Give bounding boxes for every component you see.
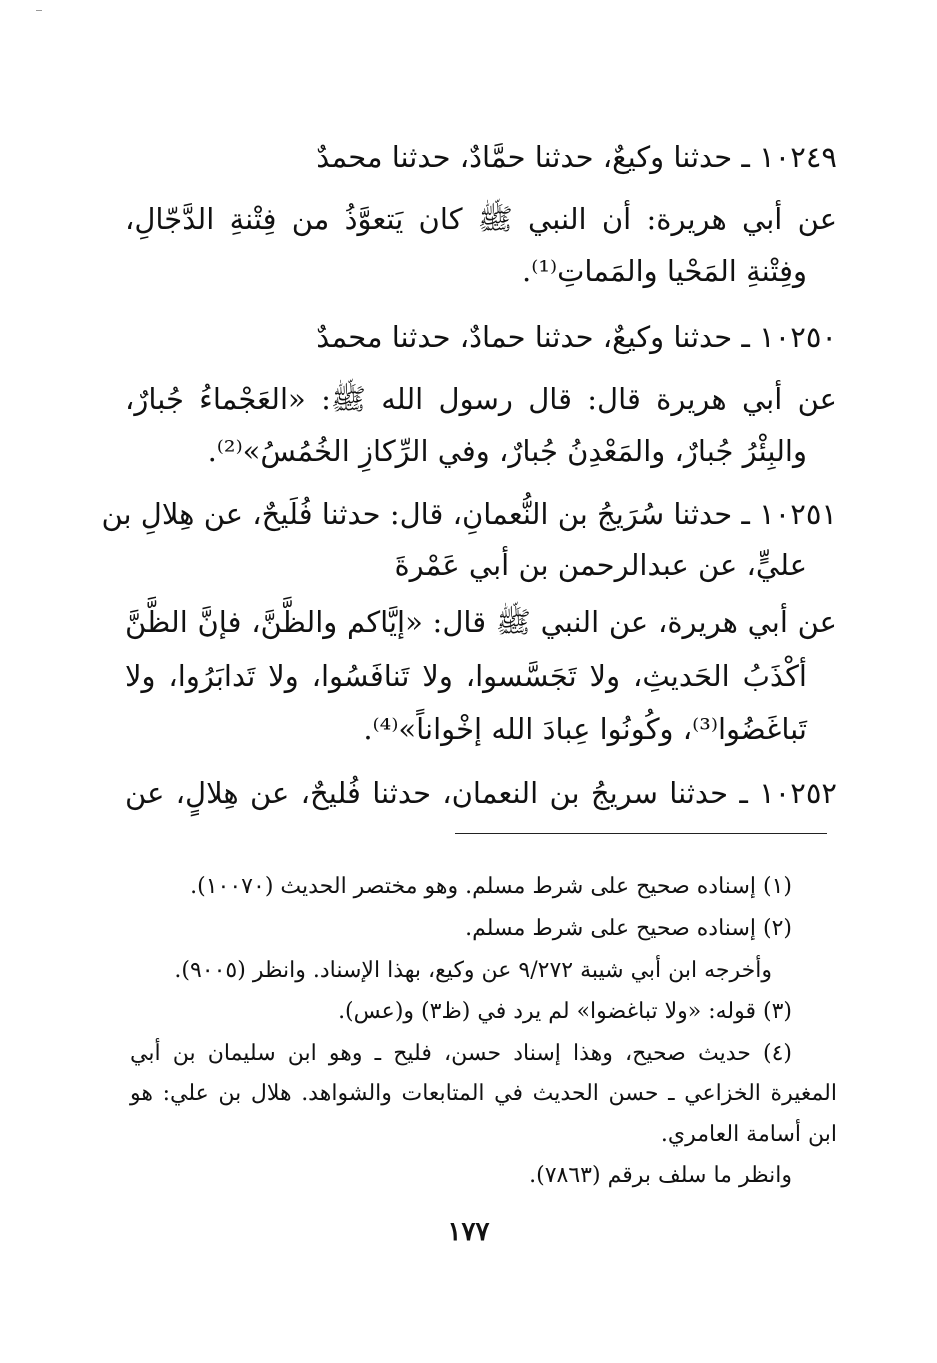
hadith-10250-isnad: ١٠٢٥٠ ـ حدثنا وكيعٌ، حدثنا حمادٌ، حدثنا محمدٌ: [316, 320, 837, 354]
hadith-10251-text-line-3: تَباغَضُوا⁽³⁾، وكُونُوا عِبادَ الله إخْواناً»⁽⁴⁾.: [363, 712, 807, 746]
footnote-4-line-4: وانظر ما سلف برقم (٧٨٦٣).: [529, 1163, 792, 1188]
hadith-10250-text-line-1: عن أبي هريرة قال: قال رسول الله ﷺ: «العَجْماءُ جُبارٌ،: [125, 382, 837, 416]
footnote-4-line-3: ابن أسامة العامري.: [660, 1122, 837, 1147]
hadith-10251-isnad-line-2: عليٍّ، عن عبدالرحمن بن أبي عَمْرةَ: [394, 548, 807, 582]
hadith-10251-text-line-2: أكْذَبُ الحَديثِ، ولا تَجَسَّسوا، ولا تَنافَسُوا، ولا تَدابَرُوا، ولا: [125, 659, 807, 693]
footnote-4-line-2: المغيرة الخزاعي ـ حسن الحديث في المتابعات والشواهد. هلال بن علي: هو: [130, 1081, 837, 1106]
hadith-10250-text-line-2: والبِئْرُ جُبارٌ، والمَعْدِنُ جُبارٌ، وفي الرِّكازِ الخُمُسُ»⁽²⁾.: [207, 434, 807, 468]
footnote-4-line-1: (٤) حديث صحيح، وهذا إسناد حسن، فليح ـ وهو ابن سليمان بن أبي: [130, 1041, 792, 1066]
hadith-10249-text-line-2: وفِتْنةِ المَحْيا والمَماتِ⁽¹⁾.: [522, 254, 807, 288]
footnote-2: (٢) إسناده صحيح على شرط مسلم.: [465, 916, 792, 941]
hadith-10251-text-line-1: عن أبي هريرة، عن النبي ﷺ قال: «إيَّاكم والظَّنَّ، فإنَّ الظَّنَّ: [125, 605, 837, 639]
hadith-10249-isnad: ١٠٢٤٩ ـ حدثنا وكيعٌ، حدثنا حمَّادٌ، حدثنا محمدٌ: [316, 140, 837, 174]
corner-mark: [36, 10, 42, 11]
footnote-3: (٣) قوله: «ولا تباغضوا» لم يرد في (ظ٣) و(عس).: [338, 999, 792, 1024]
hadith-10249-text-line-1: عن أبي هريرة: أن النبي ﷺ كان يَتعوَّذُ من فِتْنةِ الدَّجّالِ،: [125, 202, 837, 236]
footnote-2-continuation: وأخرجه ابن أبي شيبة ٩/٢٧٢ عن وكيع، بهذا الإسناد. وانظر (٩٠٠٥).: [174, 958, 772, 983]
page-number: ١٧٧: [447, 1217, 490, 1247]
hadith-10251-isnad-line-1: ١٠٢٥١ ـ حدثنا سُرَيجُ بن النُّعمانِ، قال: حدثنا فُلَيحٌ، عن هِلالِ بن: [101, 497, 837, 531]
footnote-separator: [455, 833, 827, 834]
footnote-1: (١) إسناده صحيح على شرط مسلم. وهو مختصر الحديث (١٠٠٧٠).: [190, 874, 792, 899]
hadith-10252-isnad: ١٠٢٥٢ ـ حدثنا سريجُ بن النعمان، حدثنا فُليحٌ، عن هِلالٍ، عن: [125, 776, 837, 810]
